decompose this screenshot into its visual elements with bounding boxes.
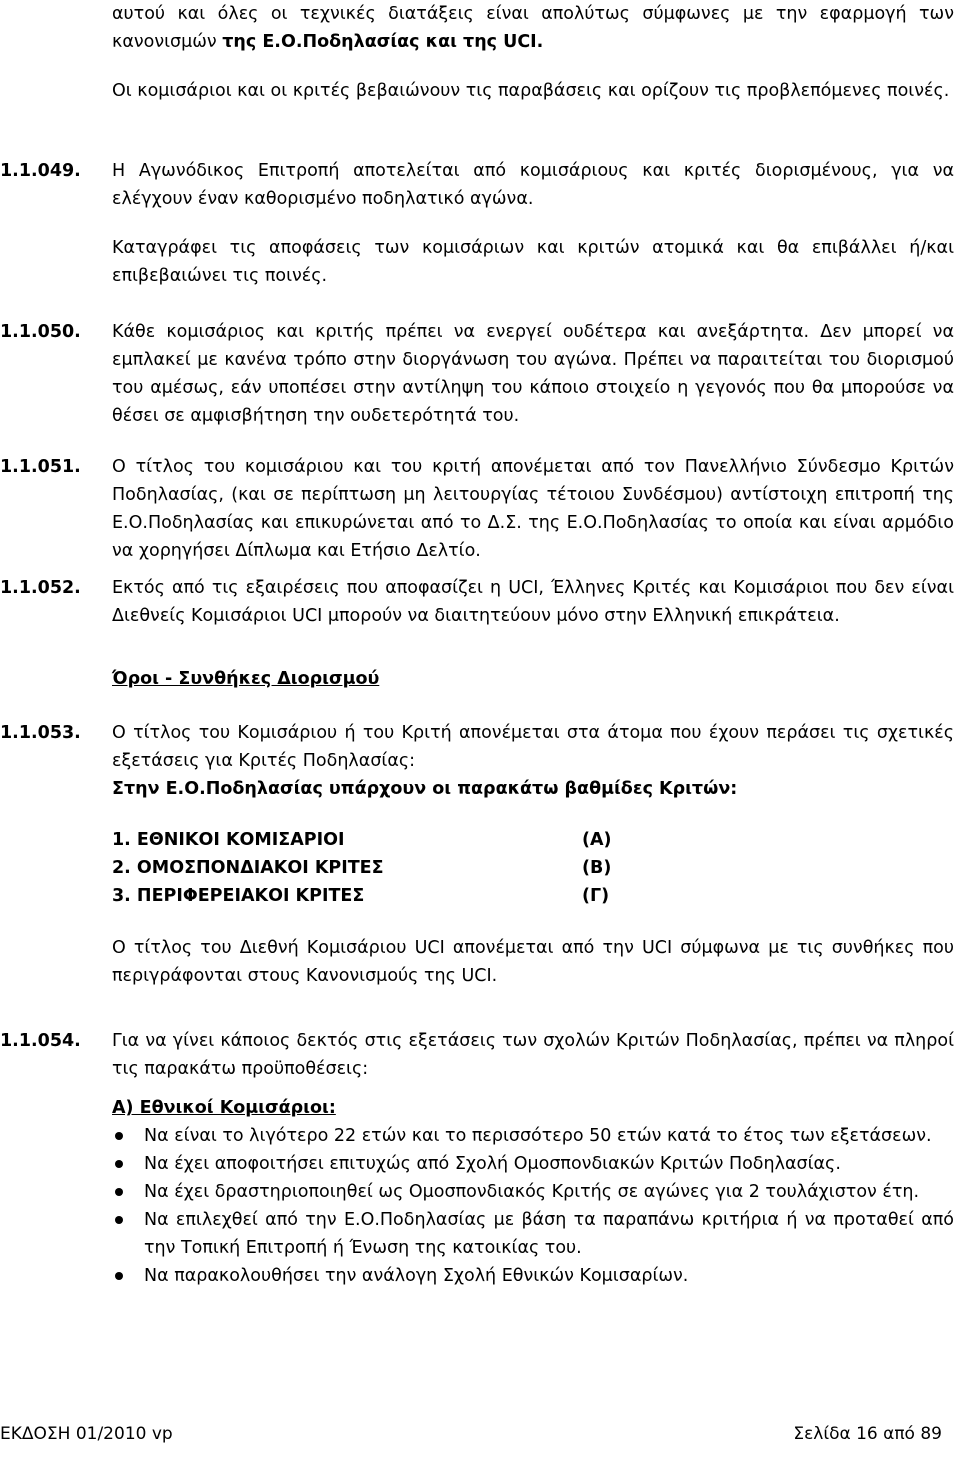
section-paragraph: Ο τίτλος του Κομισάριου ή του Κριτή απονέμεται στα άτομα που έχουν περάσει τις σχετικές εξετάσεις για Κριτές Ποδηλασίας: bbox=[112, 723, 954, 771]
section-paragraph: Εκτός από τις εξαιρέσεις που αποφασίζει η UCI, Έλληνες Κριτές και Κομισάριοι που δεν είναι Διεθνείς Κομισάριοι UCI μπορούν να διαιτητεύουν μόνο στην Ελληνική επικράτεια. bbox=[112, 578, 954, 626]
list-item: Να έχει δραστηριοποιηθεί ως Ομοσπονδιακός Κριτής σε αγώνες για 2 τουλάχιστον έτη. bbox=[112, 1178, 954, 1206]
intro-paragraph-1 bbox=[112, 0, 954, 56]
grade-row bbox=[112, 854, 632, 882]
grades-list bbox=[112, 826, 632, 910]
section-1-1-049 bbox=[0, 157, 954, 290]
section-paragraph: Για να γίνει κάποιος δεκτός στις εξετάσεις των σχολών Κριτών Ποδηλασίας, πρέπει να πληροί τις παρακάτω προϋποθέσεις: bbox=[112, 1031, 954, 1079]
section-number: 1.1.050. bbox=[0, 322, 81, 342]
section-number: 1.1.052. bbox=[0, 578, 81, 598]
intro-text-bold: της Ε.Ο.Ποδηλασίας και της UCI. bbox=[222, 32, 544, 52]
section-heading: Όροι - Συνθήκες Διορισμού bbox=[112, 669, 380, 689]
section-number: 1.1.051. bbox=[0, 457, 81, 477]
section-paragraph: Ο τίτλος του κομισάριου και του κριτή απονέμεται από τον Πανελλήνιο Σύνδεσμο Κριτών Ποδηλασίας, (και σε περίπτωση μη λειτουργίας τέτοιου Συνδέσμου) αντίστοιχη επιτροπή της Ε.Ο.Ποδηλασίας και επικυρώνεται από το Δ.Σ. της Ε.Ο.Ποδηλασίας το οποία και είναι αρμόδιο να χορηγήσει Δίπλωμα και Ετήσιο Δελτίο. bbox=[112, 457, 954, 561]
section-number: 1.1.049. bbox=[0, 161, 81, 181]
uci-note-text: Ο τίτλος του Διεθνή Κομισάριου UCI απονέμεται από την UCI σύμφωνα με τις συνθήκες που περιγράφονται στους Κανονισμούς της UCI. bbox=[112, 938, 954, 986]
grade-row bbox=[112, 882, 632, 910]
grade-code: (Α) bbox=[582, 830, 612, 850]
grade-code: (Γ) bbox=[582, 886, 610, 906]
footer-page-number: Σελίδα 16 από 89 bbox=[793, 1424, 942, 1444]
grade-label: 1. ΕΘΝΙΚΟΙ ΚΟΜΙΣΑΡΙΟΙ bbox=[112, 830, 345, 850]
uci-note bbox=[112, 934, 954, 990]
section-1-1-050 bbox=[0, 318, 954, 430]
requirements-list-container bbox=[112, 1122, 954, 1290]
grade-label: 3. ΠΕΡΙΦΕΡΕΙΑΚΟΙ ΚΡΙΤΕΣ bbox=[112, 886, 365, 906]
intro-text: αυτού και όλες οι τεχνικές διατάξεις είναι απολύτως σύμφωνες με την εφαρμογή των κανονισμών bbox=[112, 4, 954, 52]
section-1-1-054 bbox=[0, 1027, 954, 1083]
list-item: Να παρακολουθήσει την ανάλογη Σχολή Εθνικών Κομισαρίων. bbox=[112, 1262, 954, 1290]
section-number: 1.1.053. bbox=[0, 723, 81, 743]
section-paragraph: Καταγράφει τις αποφάσεις των κομισάριων και κριτών ατομικά και θα επιβάλλει ή/και επιβεβαιώνει τις ποινές. bbox=[112, 238, 954, 286]
grade-label: 2. ΟΜΟΣΠΟΝΔΙΑΚΟΙ ΚΡΙΤΕΣ bbox=[112, 858, 384, 878]
section-1-1-053 bbox=[0, 719, 954, 803]
grades-heading: Στην Ε.Ο.Ποδηλασίας υπάρχουν οι παρακάτω βαθμίδες Κριτών: bbox=[112, 779, 738, 799]
grade-code: (Β) bbox=[582, 858, 612, 878]
list-item: Να έχει αποφοιτήσει επιτυχώς από Σχολή Ομοσπονδιακών Κριτών Ποδηλασίας. bbox=[112, 1150, 954, 1178]
section-1-1-051 bbox=[0, 453, 954, 565]
subheading-national-commissaires: Α) Εθνικοί Κομισάριοι: bbox=[112, 1098, 336, 1118]
section-number: 1.1.054. bbox=[0, 1031, 81, 1051]
footer-edition: ΕΚΔΟΣΗ 01/2010 vp bbox=[0, 1424, 173, 1444]
section-paragraph: Η Αγωνόδικος Επιτροπή αποτελείται από κομισάριους και κριτές διορισμένους, για να ελέγχουν έναν καθορισμένο ποδηλατικό αγώνα. bbox=[112, 161, 954, 209]
list-item: Να είναι το λιγότερο 22 ετών και το περισσότερο 50 ετών κατά το έτος των εξετάσεων. bbox=[112, 1122, 954, 1150]
intro-text-2: Οι κομισάριοι και οι κριτές βεβαιώνουν τις παραβάσεις και ορίζουν τις προβλεπόμενες ποινές. bbox=[112, 81, 950, 101]
list-item: Να επιλεχθεί από την Ε.Ο.Ποδηλασίας με βάση τα παραπάνω κριτήρια ή να προταθεί από την Τοπική Επιτροπή ή Ένωση της κατοικίας του. bbox=[112, 1206, 954, 1262]
intro-paragraph-2 bbox=[112, 77, 954, 105]
grade-row bbox=[112, 826, 632, 854]
requirements-list bbox=[112, 1122, 954, 1290]
section-1-1-052 bbox=[0, 574, 954, 630]
section-paragraph: Κάθε κομισάριος και κριτής πρέπει να ενεργεί ουδέτερα και ανεξάρτητα. Δεν μπορεί να εμπλακεί με κανένα τρόπο στην διοργάνωση του αγώνα. Πρέπει να παραιτείται του διορισμού του αμέσως, εάν υποπέσει στην αντίληψη του κάποιο στοιχείο η γεγονός που θα μπορούσε να θέσει σε αμφισβήτηση την ουδετερότητά του. bbox=[112, 322, 954, 426]
